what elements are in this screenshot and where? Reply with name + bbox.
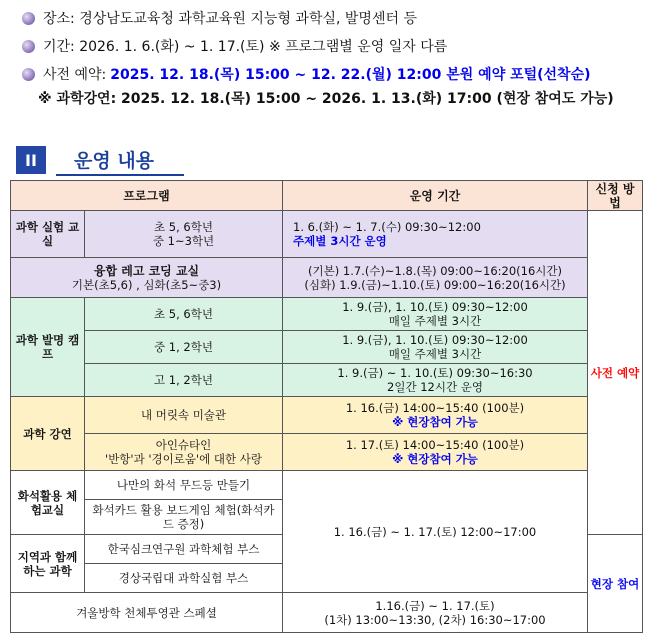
camp-sub-1: 초 5, 6학년 [85, 298, 283, 331]
lab-sub-2: 중 1~3학년 [152, 234, 215, 248]
planetarium-title: 겨울방학 천체투영관 스페셜 [11, 593, 283, 633]
category-local: 지역과 함께하는 과학 [11, 535, 85, 593]
lego-period-2: (심화) 1.9.(금)~1.10.(토) 09:00~16:20(16시간) [304, 277, 566, 292]
category-lecture: 과학 강연 [11, 397, 85, 471]
info-reservation [22, 64, 591, 84]
planetarium-period [283, 593, 588, 633]
period-text: 기간: 2026. 1. 6.(화) ~ 1. 17.(토) ※ 프로그램별 운영 일자 다름 [43, 39, 448, 55]
table-row [11, 211, 643, 258]
lecture-period-1a: 1. 16.(금) 14:00~15:40 (100분) [345, 401, 525, 415]
lego-period [283, 258, 588, 298]
planetarium-period-1: 1.16.(금) ~ 1. 17.(토) [375, 598, 495, 613]
section-underline [56, 174, 184, 176]
camp-period-1b: 매일 주제별 3시간 [388, 314, 482, 328]
header-program: 프로그램 [11, 181, 283, 211]
bullet-icon [22, 12, 35, 25]
table-header-row [11, 181, 643, 211]
lecture-period-2a: 1. 17.(토) 14:00~15:40 (100분) [345, 438, 525, 452]
reservation-label: 사전 예약: [43, 67, 107, 83]
camp-period-2b: 매일 주제별 3시간 [388, 347, 482, 361]
camp-sub-2: 중 1, 2학년 [85, 331, 283, 364]
method-onsite [588, 535, 643, 633]
fossil-item-2: 화석카드 활용 보드게임 체험(화석카드 증정) [85, 500, 283, 535]
shared-period: 1. 16.(금) ~ 1. 17.(토) 12:00~17:00 [283, 471, 588, 593]
planetarium-period-2: (1차) 13:00~13:30, (2차) 16:30~17:00 [324, 612, 546, 627]
section-title: 운영 내용 [74, 149, 155, 172]
header-period: 운영 기간 [283, 181, 588, 211]
table-row [11, 258, 643, 298]
lego-title: 융합 레고 코딩 교실 [93, 263, 200, 278]
category-lab: 과학 실험 교실 [11, 211, 85, 258]
reservation-value: 2025. 12. 18.(목) 15:00 ~ 12. 22.(월) 12:00 본원 예약 포털(선착순) [110, 67, 591, 83]
lecture-sub-2b: '반항'과 '경이로움'에 대한 사랑 [105, 452, 262, 466]
method-onsite-label: 현장 참여 [590, 576, 640, 591]
place-text: 장소: 경상남도교육청 과학교육원 지능형 과학실, 발명센터 등 [43, 11, 417, 27]
lecture-note: ※ 과학강연: 2025. 12. 18.(목) 15:00 ~ 2026. 1. 13.(화) 17:00 (현장 참여도 가능) [38, 91, 614, 107]
local-item-2: 경상국립대 과학실험 부스 [85, 564, 283, 593]
table-row [11, 593, 643, 633]
table-row [11, 397, 643, 434]
table-row [11, 331, 643, 364]
bullet-icon [22, 40, 35, 53]
lego-cell [11, 258, 283, 298]
lecture-sub-1: 내 머릿속 미술관 [85, 397, 283, 434]
section-heading [16, 146, 160, 174]
category-fossil: 화석활용 체험교실 [11, 471, 85, 535]
lecture-note-1: ※ 현장참여 가능 [392, 415, 478, 429]
lab-sub [85, 211, 283, 258]
camp-sub-3: 고 1, 2학년 [85, 364, 283, 397]
camp-period-3a: 1. 9.(금) ~ 1. 10.(토) 09:30~16:30 [337, 366, 533, 380]
info-place [22, 8, 417, 28]
camp-period-3 [283, 364, 588, 397]
method-advance: 사전 예약 [588, 211, 643, 535]
info-period [22, 36, 447, 56]
lecture-sub-2 [85, 434, 283, 471]
fossil-item-1: 나만의 화석 무드등 만들기 [85, 471, 283, 500]
local-item-1: 한국심크연구원 과학체험 부스 [85, 535, 283, 564]
header-method: 신청 방법 [588, 181, 643, 211]
section-number: II [16, 146, 46, 174]
table-row [11, 434, 643, 471]
camp-period-1 [283, 298, 588, 331]
table-row [11, 471, 643, 500]
table-row [11, 364, 643, 397]
camp-period-1a: 1. 9.(금), 1. 10.(토) 09:30~12:00 [342, 300, 528, 314]
camp-period-3b: 2일간 12시간 운영 [387, 380, 483, 394]
lego-period-1: (기본) 1.7.(수)~1.8.(목) 09:00~16:20(16시간) [308, 263, 562, 278]
lab-sub-1: 초 5, 6학년 [154, 220, 213, 234]
category-camp: 과학 발명 캠프 [11, 298, 85, 397]
bullet-icon [22, 68, 35, 81]
lab-note: 주제별 3시간 운영 [293, 234, 387, 248]
program-table [10, 180, 643, 633]
lecture-period-2 [283, 434, 588, 471]
lab-period-1: 1. 6.(화) ~ 1. 7.(수) 09:30~12:00 [293, 220, 481, 234]
lab-period [283, 211, 588, 258]
lego-sub: 기본(초5,6) , 심화(초5~중3) [71, 277, 222, 292]
lecture-period-1 [283, 397, 588, 434]
table-row [11, 298, 643, 331]
camp-period-2 [283, 331, 588, 364]
lecture-sub-2a: 아인슈타인 [155, 438, 212, 452]
camp-period-2a: 1. 9.(금), 1. 10.(토) 09:30~12:00 [342, 333, 528, 347]
lecture-note-2: ※ 현장참여 가능 [392, 452, 478, 466]
